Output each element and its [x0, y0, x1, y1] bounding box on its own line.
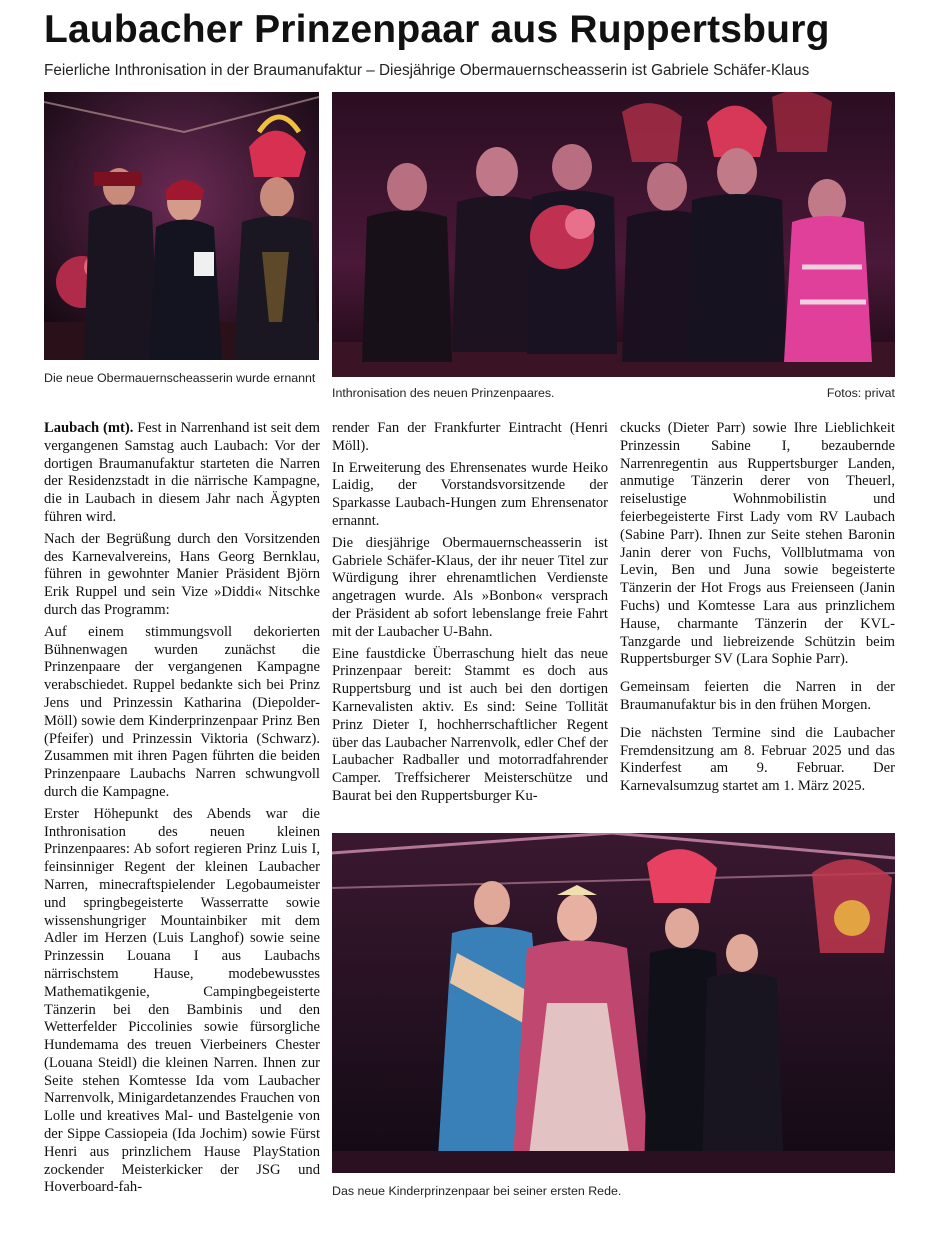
caption-photo2: Inthronisation des neuen Prinzenpaares. — [332, 386, 555, 400]
article-paragraph: Die nächsten Termine sind die Laubacher Fremdensitzung am 8. Februar 2025 und das Kinderfest am 9. Februar. Der Karnevalsumzug startet am 1. März 2025. — [620, 724, 895, 795]
photo-kinderprinzenpaar — [332, 833, 895, 1173]
article-paragraph: Auf einem stimmungsvoll dekorierten Bühnenwagen wurden zunächst die Prinzenpaare der vergangenen Kampagne verabschiedet. Ruppel bedankte sich bei Prinz Jens und Prinzessin Katharina (Diepolder-Möll) sowie dem Kinderprinzenpaar Prinz Ben (Pfeifer) und Prinzessin Viktoria (Schwarz). Zusammen mit ihren Pagen führten die beiden Prinzenpaare Laubachs Narren schwungvoll durch die Kampagne. — [44, 623, 320, 800]
photo-credit: Fotos: privat — [826, 386, 895, 400]
article-paragraph: Die diesjährige Obermauernscheasserin ist Gabriele Schäfer-Klaus, der ihr neuer Titel zur Würdigung ihrer ehrenamtlichen Verdienste angetragen wurde. Als »Bonbon« versprach der Präsident ab sofort lebenslange freie Fahrt mit der Laubacher U-Bahn. — [332, 534, 608, 640]
photo-image — [332, 92, 895, 377]
article-paragraph: In Erweiterung des Ehrensenates wurde Heiko Laidig, der Vorstandsvorsitzende der Sparkasse Laubach-Hungen zum Ehrensenator ernannt. — [332, 459, 608, 529]
article-paragraph: render Fan der Frankfurter Eintracht (Henri Möll). — [332, 420, 608, 454]
article-column-1 — [44, 420, 320, 1201]
article-column-2 — [332, 420, 608, 810]
article-column-3 — [620, 420, 895, 800]
article-lead: Fest in Narrenhand ist seit dem vergangenen Samstag auch Laubach: Vor der dortigen Braumanufaktur starteten die Narren der Residenzstadt in die närrische Kampagne, die in Laubach in diesem Jahr nach Ägypten führen wird. — [44, 420, 321, 525]
article-paragraph: Eine faustdicke Überraschung hielt das neue Prinzenpaar bereit: Stammt es doch aus Ruppertsburg und ist auch bei den dortigen Karnevalisten aktiv. Es sind: Seine Tollität Prinz Dieter I, hochherrschaftlicher Regent über das Laubacher Narrenvolk, edler Chef der Laubacher Radballer und motorradfahrender Camper. Treffsicherer Meisterschütze und Baurat bei den Ruppertsburger Ku- — [332, 645, 608, 804]
photo-image — [332, 833, 895, 1173]
article-paragraph: Erster Höhepunkt des Abends war die Inthronisation des neuen kleinen Prinzenpaares: Ab sofort regieren Prinz Luis I, feinsinniger Regent der kleinen Laubacher Narren, minecraftspielender Legobaumeister und springbegeisterte Wasserratte sowie wissenshungriger Mountainbiker mit dem Adler im Herzen (Luis Langhof) sowie seine Prinzessin Louana I aus Laubachs närrischstem Hause, modebewusstes Mathematikgenie, Campingbegeisterte Tänzerin bei den Bambinis und den Wetterfelder Piccolinies sowie fürsorgliche Hundemama des treuen Vierbeiners Chester (Louana Steidl) die kleinen Narren. Ihnen zur Seite stehen Komtesse Ida vom Laubacher Narrenvolk, Minigardetanzendes Frauchen von Lolle und kreatives Mal- und Bastelgenie von der Sippe Cassiopeia (Ida Jochim) sowie Fürst Henri aus prinzlichem Hause PlayStation zockender Meisterkicker der JSG und Hoverboard-fah- — [44, 805, 320, 1196]
article-paragraph: Nach der Begrüßung durch den Vorsitzenden des Karnevalvereins, Hans Georg Bernklau, führen in gewohnter Manier Präsident Björn Erik Ruppel und sein Vize »Diddi« Nitschke durch das Programm: — [44, 530, 320, 618]
caption-photo3: Das neue Kinderprinzenpaar bei seiner ersten Rede. — [332, 1184, 622, 1198]
caption-photo1: Die neue Obermauernscheasserin wurde ernannt — [44, 371, 316, 385]
photo-obermauernscheasserin — [44, 92, 319, 360]
photo-image — [44, 92, 319, 360]
headline: Laubacher Prinzenpaar aus Ruppertsburg — [44, 8, 830, 51]
subheadline: Feierliche Inthronisation in der Braumanufaktur – Diesjährige Obermauernscheasserin ist Gabriele Schäfer-Klaus — [44, 62, 810, 79]
article-paragraph: Gemeinsam feierten die Narren in der Braumanufaktur bis in den frühen Morgen. — [620, 679, 895, 713]
photo-inthronisation — [332, 92, 895, 377]
dateline: Laubach (mt). — [44, 420, 134, 436]
article-paragraph: ckucks (Dieter Parr) sowie Ihre Lieblichkeit Prinzessin Sabine I, bezaubernde Narrenregentin aus Ruppertsburger Landen, anmutige Tänzerin derer von Theuerl, reiselustige Wohnmobilistin und feierbegeisterte First Lady vom RV Laubach (Sabine Parr). Ihnen zur Seite stehen Baronin Janin derer von Fuchs, Vollblutmama von Levin, Ben und Juna sowie begeisterte Tänzerin der Hot Frogs aus Freienseen (Janin Fuchs) und Komtesse Lara aus prinzlichem Hause, charmante Tänzerin der KVL-Tanzgarde und liebreizende Schützin beim Ruppertsburger SV (Lara Sophie Parr). — [620, 420, 895, 668]
article-paragraph — [44, 420, 320, 527]
